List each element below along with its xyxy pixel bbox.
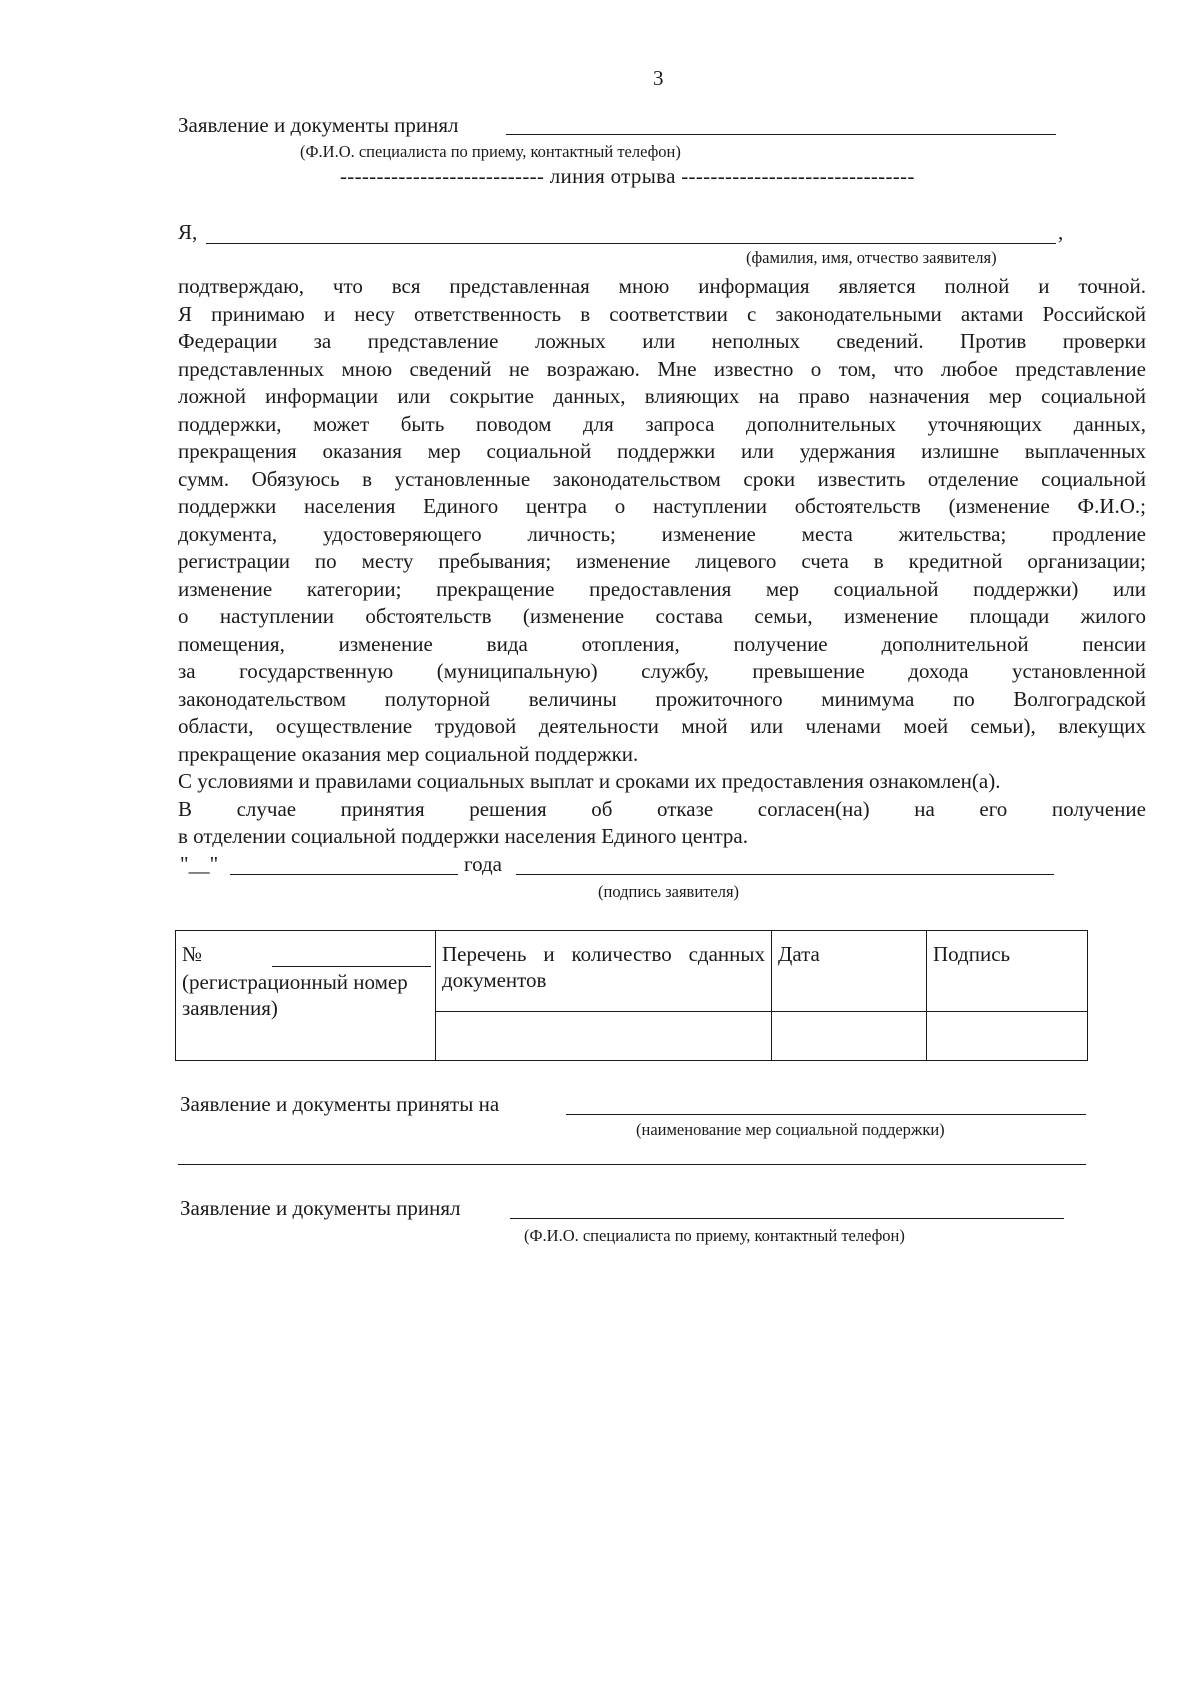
documents-header-label: Перечень и количество сданных документов (442, 942, 765, 992)
paragraph-line: в отделении социальной поддержки населения Единого центра. (178, 824, 748, 848)
applicant-comma: , (1058, 220, 1064, 244)
documents-value-cell (436, 1011, 772, 1060)
paragraph-line: регистрации по месту пребывания; изменение лицевого счета в кредитной организации; (178, 549, 1146, 573)
signature-caption: (подпись заявителя) (598, 882, 740, 901)
paragraph-line: помещения, изменение вида отопления, получение дополнительной пенсии (178, 631, 1146, 656)
accepted-for-label: Заявление и документы приняты на (180, 1092, 500, 1116)
date-value-cell (772, 1011, 927, 1060)
paragraph-line: о наступлении обстоятельств (изменение состава семьи, изменение площади жилого (178, 604, 1146, 628)
accepted-for-blank-line (566, 1114, 1086, 1115)
applicant-signature-blank-line (516, 874, 1054, 875)
receipt-top-blank-line (506, 134, 1056, 135)
paragraph-line: прекращение оказания мер социальной поддержки. (178, 741, 639, 766)
date-year-word: года (464, 852, 502, 876)
paragraph-line: области, осуществление трудовой деятельности мной или членами моей семьи), влекущих (178, 714, 1146, 738)
paragraph-line: поддержки населения Единого центра о наступлении обстоятельств (изменение Ф.И.О.; (178, 494, 1146, 518)
receipt-top-label: Заявление и документы принял (178, 113, 459, 137)
documents-header-cell (436, 931, 772, 1012)
date-header-label: Дата (778, 942, 820, 966)
registration-number-blank-line (272, 966, 431, 967)
accepted-for-caption: (наименование мер социальной поддержки) (636, 1120, 945, 1139)
paragraph-line: сумм. Обязуюсь в установленные законодательством сроки известить отделение социальной (178, 466, 1146, 491)
tear-line: ---------------------------- линия отрыва -------------------------------- (340, 164, 915, 188)
date-header-cell (772, 931, 927, 1012)
applicant-name-blank-line (206, 243, 1056, 244)
applicant-prefix: Я, (178, 220, 198, 244)
paragraph-line: ложной информации или сокрытие данных, влияющих на право назначения мер социальной (178, 384, 1146, 408)
paragraph-line: законодательством полуторной величины прожиточного минимума по Волгоградской (178, 686, 1146, 711)
accepted-for-second-blank-line (178, 1164, 1086, 1165)
receipt-bottom-blank-line (510, 1218, 1064, 1219)
paragraph-line: подтверждаю, что вся представленная мною информация является полной и точной. (178, 274, 1146, 298)
date-month-blank-line (230, 874, 458, 875)
receipt-top-caption: (Ф.И.О. специалиста по приему, контактный телефон) (300, 142, 681, 161)
paragraph-line: С условиями и правилами социальных выплат и сроками их предоставления ознакомлен(а). (178, 769, 1001, 793)
paragraph-line: документа, удостоверяющего личность; изменение места жительства; продление (178, 521, 1146, 546)
applicant-caption: (фамилия, имя, отчество заявителя) (746, 248, 997, 267)
signature-value-cell (927, 1011, 1088, 1060)
registration-number-caption: (регистрационный номер заявления) (182, 970, 408, 1020)
paragraph-line: за государственную (муниципальную) службу, превышение дохода установленной (178, 659, 1146, 683)
date-day-quotes: "__" (180, 852, 219, 876)
receipt-bottom-label: Заявление и документы принял (180, 1196, 461, 1220)
signature-header-label: Подпись (933, 942, 1011, 966)
receipt-bottom-caption: (Ф.И.О. специалиста по приему, контактный телефон) (524, 1226, 905, 1245)
number-symbol: № (182, 942, 203, 966)
paragraph-line: прекращения оказания мер социальной поддержки или удержания излишне выплаченных (178, 439, 1146, 463)
paragraph-line: Я принимаю и несу ответственность в соответствии с законодательными актами Российской (178, 301, 1146, 326)
paragraph-line: представленных мною сведений не возражаю. Мне известно о том, что любое представление (178, 356, 1146, 381)
paragraph-line: Федерации за представление ложных или неполных сведений. Против проверки (178, 329, 1146, 353)
registration-number-cell (176, 931, 436, 1061)
signature-header-cell (927, 931, 1088, 1012)
paragraph-line: В случае принятия решения об отказе согласен(на) на его получение (178, 796, 1146, 821)
page-number: 3 (653, 66, 664, 90)
paragraph-line: изменение категории; прекращение предоставления мер социальной поддержки) или (178, 576, 1146, 601)
paragraph-line: поддержки, может быть поводом для запроса дополнительных уточняющих данных, (178, 411, 1146, 436)
registration-table (175, 930, 1088, 1061)
